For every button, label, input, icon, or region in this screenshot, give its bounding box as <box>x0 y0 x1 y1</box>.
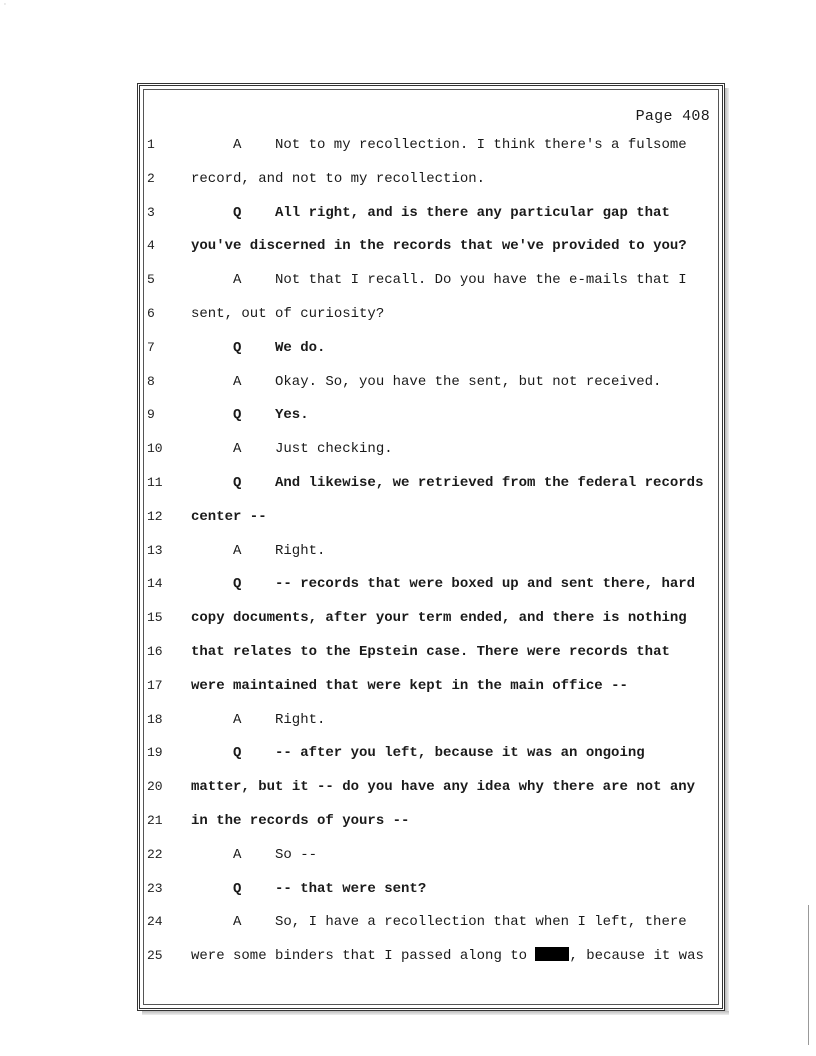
line-text: So -- <box>275 846 318 863</box>
line-text: And likewise, we retrieved from the federal records <box>275 475 704 491</box>
line-number: 16 <box>147 644 163 659</box>
line-number: 2 <box>147 170 155 186</box>
line-number: 8 <box>147 373 155 389</box>
transcript-line <box>140 573 720 595</box>
transcript-line <box>140 945 720 967</box>
speaker-label: Q <box>233 745 242 762</box>
transcript-line <box>140 911 720 933</box>
transcript-line <box>140 438 720 460</box>
line-number: 13 <box>147 542 163 558</box>
line-text: matter, but it -- do you have any idea why there are not any <box>191 779 696 796</box>
line-number: 21 <box>147 813 163 828</box>
line-text: -- after you left, because it was an ongoing <box>275 745 645 762</box>
line-number: 17 <box>147 677 163 693</box>
line-text: -- that were sent? <box>275 880 427 897</box>
line-number: 3 <box>147 204 155 220</box>
redaction-block <box>535 947 569 961</box>
line-text <box>191 945 704 967</box>
line-number: 5 <box>147 272 155 288</box>
transcript-line <box>140 878 720 900</box>
line-number: 12 <box>147 508 163 524</box>
transcript-line <box>140 168 720 190</box>
line-text: sent, out of curiosity? <box>191 306 385 322</box>
transcript-line <box>140 303 720 325</box>
transcript-line <box>140 337 720 359</box>
line-text: you've discerned in the records that we've provided to you? <box>191 238 687 255</box>
transcript-line <box>140 134 720 156</box>
speaker-label: A <box>233 846 242 863</box>
speaker-label: Q <box>233 576 242 593</box>
transcript-line <box>140 607 720 629</box>
line-text: Just checking. <box>275 441 393 458</box>
line-number: 11 <box>147 475 163 490</box>
speaker-label: A <box>233 441 242 458</box>
line-number: 1 <box>147 137 155 152</box>
line-number: 9 <box>147 407 155 423</box>
line-text: -- records that were boxed up and sent there, hard <box>275 576 696 593</box>
scan-edge-line <box>808 905 809 1045</box>
speaker-label: A <box>233 272 242 289</box>
frame-shadow-right <box>725 88 729 1014</box>
transcript-line <box>140 540 720 562</box>
transcript-line <box>140 844 720 866</box>
line-text: center -- <box>191 508 267 525</box>
speaker-label: Q <box>233 475 242 491</box>
line-number: 18 <box>147 711 163 727</box>
speaker-label: A <box>233 711 242 728</box>
speaker-label: Q <box>233 880 242 897</box>
line-text-before-redaction: were some binders that I passed along to <box>191 948 528 965</box>
transcript-line <box>140 202 720 224</box>
transcript-line <box>140 506 720 528</box>
speaker-label: Q <box>233 339 242 356</box>
line-text: Right. <box>275 711 326 728</box>
scan-mark: ' <box>4 2 6 10</box>
line-text: Right. <box>275 542 326 559</box>
line-text: record, and not to my recollection. <box>191 170 486 187</box>
line-number: 20 <box>147 779 163 795</box>
transcript-line <box>140 776 720 798</box>
line-number: 23 <box>147 880 163 896</box>
line-number: 24 <box>147 914 163 930</box>
line-text: Okay. So, you have the sent, but not received. <box>275 373 662 390</box>
speaker-label: A <box>233 373 242 390</box>
line-text: Not to my recollection. I think there's a fulsome <box>275 137 687 153</box>
line-number: 4 <box>147 238 155 254</box>
transcript-line <box>140 404 720 426</box>
transcript-line <box>140 675 720 697</box>
transcript-line <box>140 641 720 663</box>
transcript-line <box>140 742 720 764</box>
speaker-label: A <box>233 542 242 559</box>
transcript-line <box>140 709 720 731</box>
transcript-line <box>140 235 720 257</box>
line-number: 15 <box>147 610 163 626</box>
line-text: We do. <box>275 339 326 356</box>
line-text: were maintained that were kept in the main office -- <box>191 677 628 694</box>
line-text: All right, and is there any particular gap that <box>275 204 670 221</box>
line-text: copy documents, after your term ended, and there is nothing <box>191 610 687 627</box>
transcript-line <box>140 371 720 393</box>
line-number: 19 <box>147 745 163 761</box>
transcript-line <box>140 810 720 832</box>
transcript-line <box>140 472 720 494</box>
line-text: that relates to the Epstein case. There were records that <box>191 644 670 660</box>
frame-shadow-bottom <box>142 1011 729 1015</box>
page-number: Page 408 <box>635 108 710 125</box>
speaker-label: Q <box>233 407 242 424</box>
speaker-label: Q <box>233 204 242 221</box>
transcript-line <box>140 269 720 291</box>
line-number: 10 <box>147 441 163 457</box>
line-text-after-redaction: , because it was <box>569 948 704 965</box>
line-text: Not that I recall. Do you have the e-mails that I <box>275 272 687 289</box>
speaker-label: A <box>233 914 242 931</box>
line-number: 6 <box>147 306 155 321</box>
speaker-label: A <box>233 137 242 153</box>
line-text: So, I have a recollection that when I left, there <box>275 914 687 931</box>
line-text: in the records of yours -- <box>191 813 410 829</box>
line-number: 14 <box>147 576 163 592</box>
line-text: Yes. <box>275 407 309 424</box>
line-number: 25 <box>147 948 163 964</box>
line-number: 7 <box>147 339 155 355</box>
line-number: 22 <box>147 846 163 862</box>
